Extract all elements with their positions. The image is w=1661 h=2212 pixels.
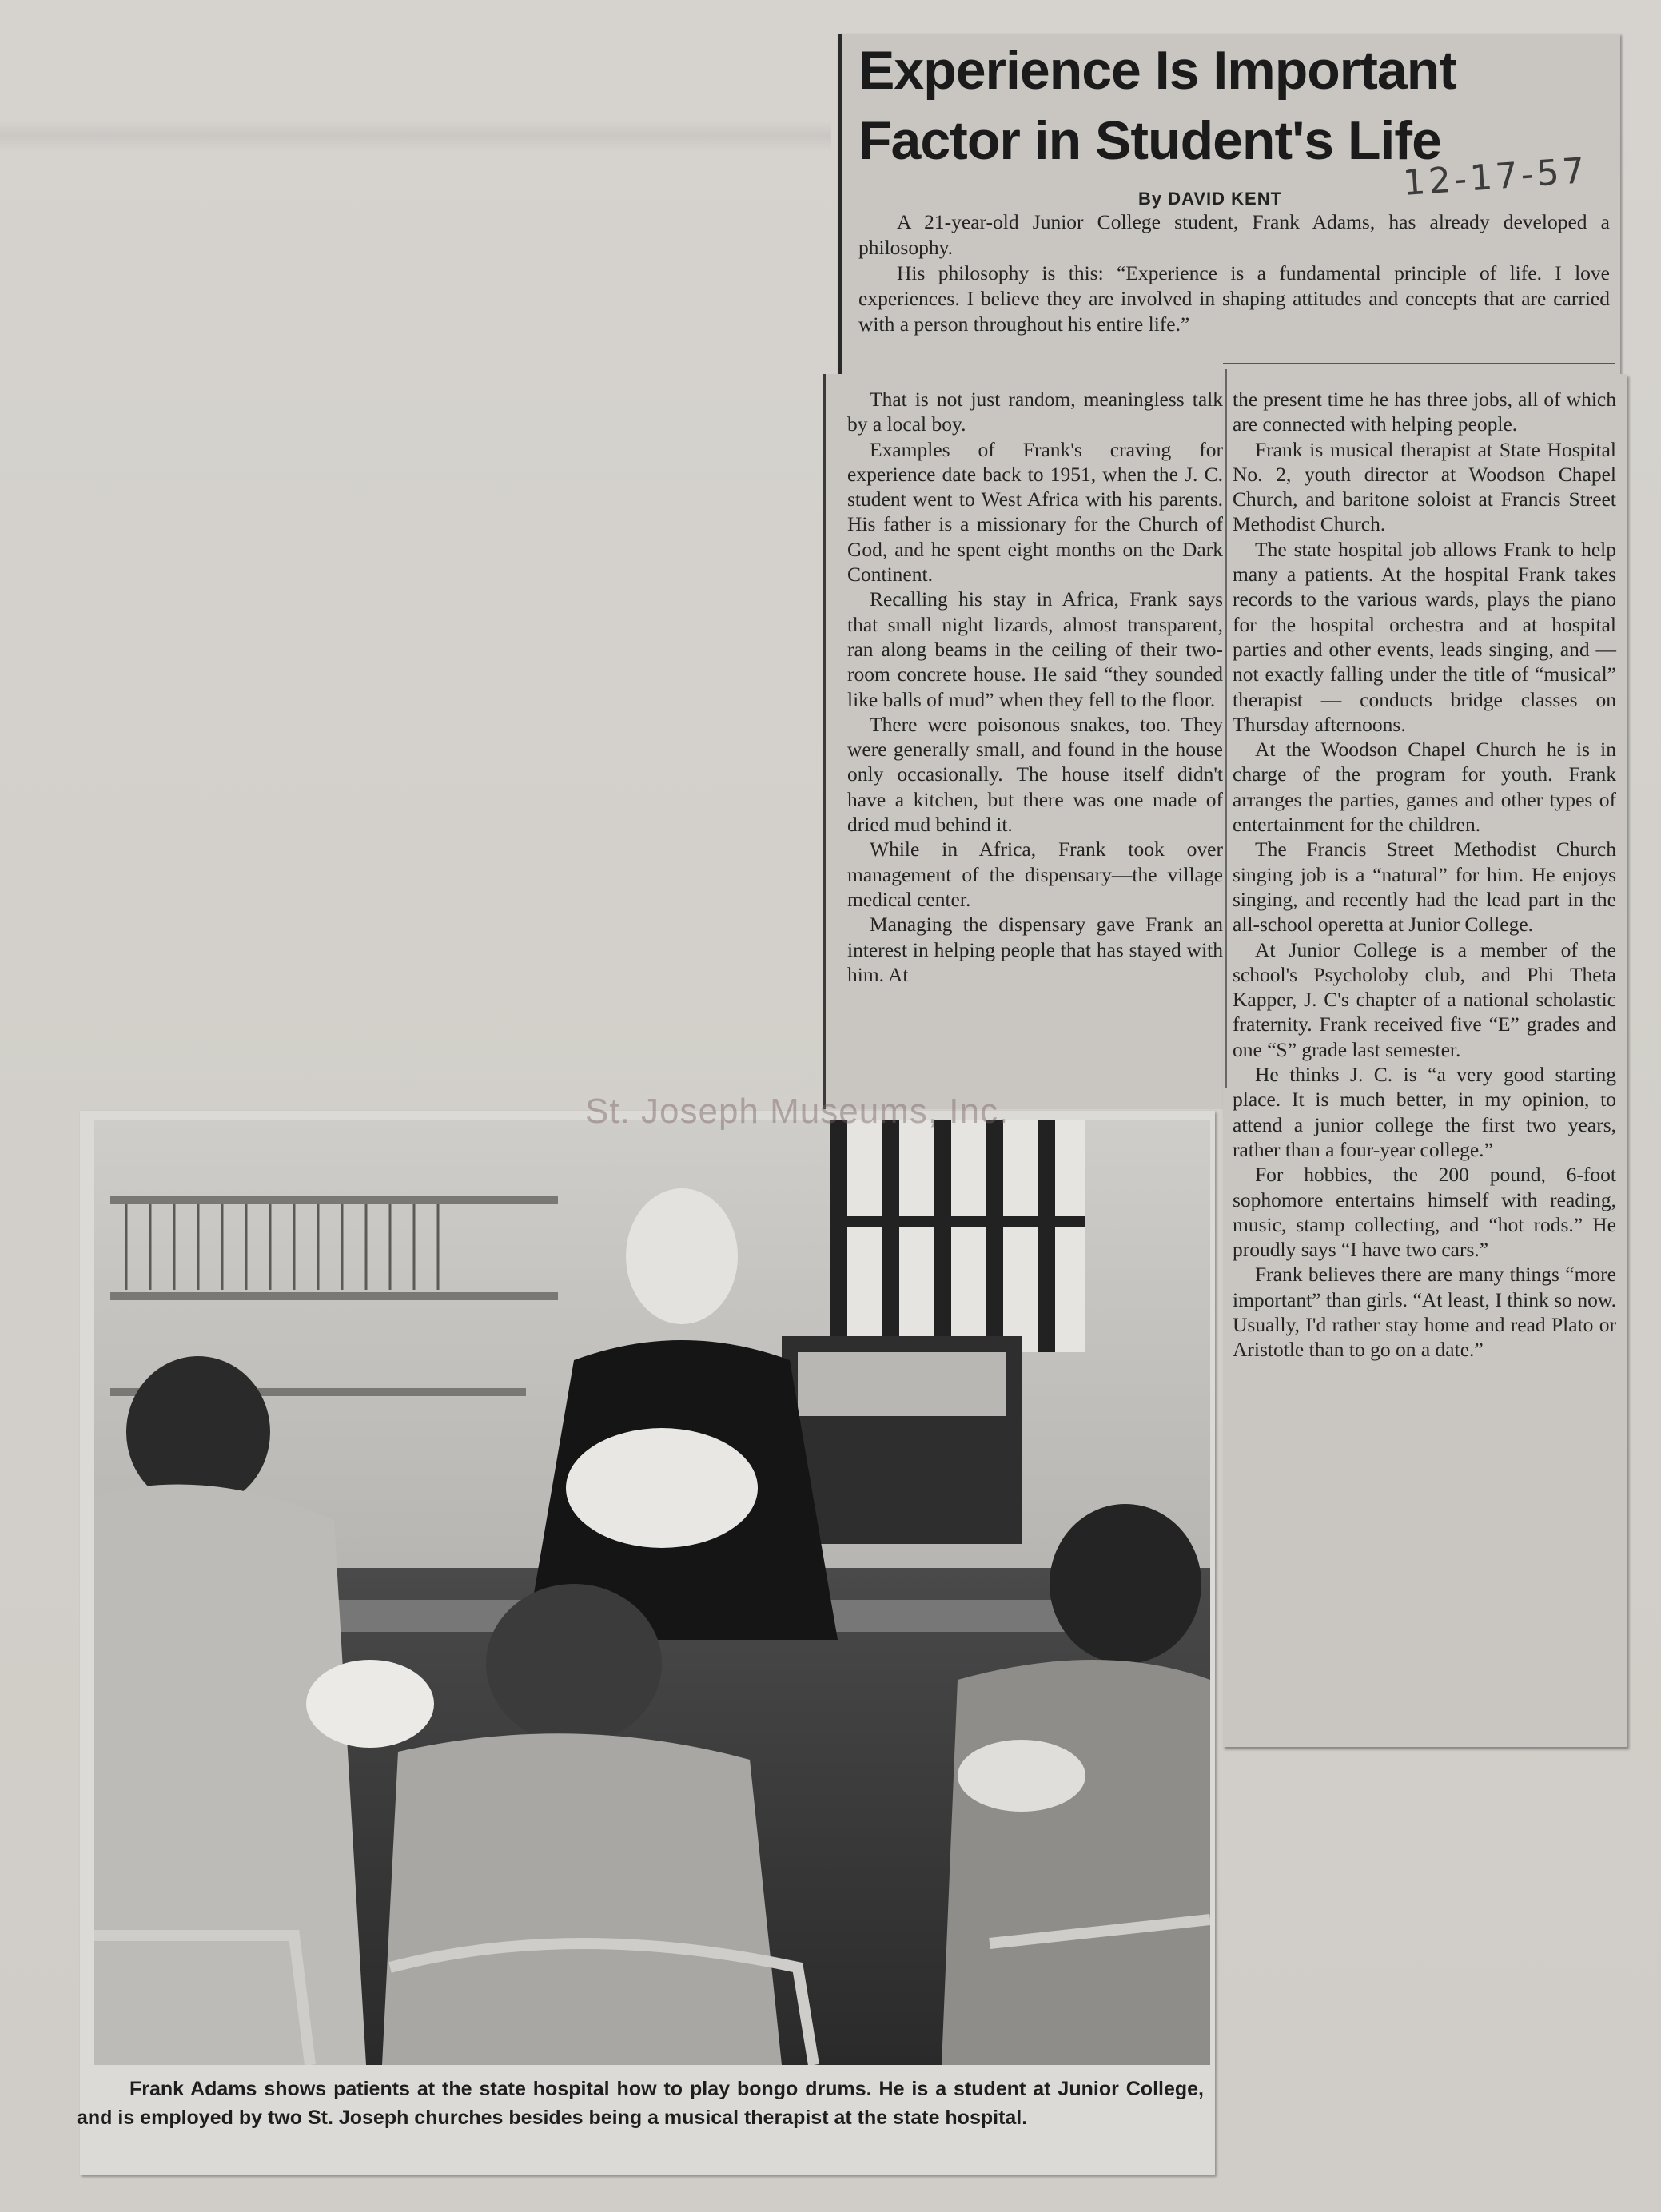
radio-dial <box>798 1352 1006 1416</box>
handwritten-date: 12-17-57 <box>1401 149 1590 205</box>
body-paragraph: At the Woodson Chapel Church he is in charge of the program for youth. Frank arranges the parties, games and other types of entertainment for the children. <box>1233 738 1616 837</box>
museum-watermark: St. Joseph Museums, Inc. <box>585 1092 1010 1131</box>
body-paragraph: Recalling his stay in Africa, Frank says that small night lizards, almost transparent, ran along beams in the ceiling of their two-room concrete house. He said “they sounded like balls of mud” when they fell to the floor. <box>847 587 1223 711</box>
body-paragraph: He thinks J. C. is “a very good starting place. It is much better, in my opinion, to attend a junior college the first two years, rather than a four-year college.” <box>1233 1063 1616 1161</box>
body-paragraph: For hobbies, the 200 pound, 6-foot sophomore entertains himself with reading, music, stamp collecting, and “hot rods.” He proudly says “I have two cars.” <box>1233 1163 1616 1262</box>
body-paragraph: While in Africa, Frank took over management of the dispensary—the village medical center. <box>847 837 1223 911</box>
headline-line-1: Experience Is Important <box>858 40 1456 101</box>
body-paragraph: The state hospital job allows Frank to help many a patients. At the hospital Frank takes records to the various wards, plays the piano for the hospital orchestra and at hospital parties and other events, leads singing, and — not exactly falling under the title of “musical” therapist — conducts bridge classes on Thursday afternoons. <box>1233 537 1616 736</box>
body-paragraph: There were poisonous snakes, too. They were generally small, and found in the house only occasionally. The house itself didn't have a kitchen, but there was one made of dried mud behind it. <box>847 712 1223 837</box>
body-paragraph: That is not just random, meaningless talk by a local boy. <box>847 388 1223 436</box>
caption-text: Frank Adams shows patients at the state hospital how to play bongo drums. He is a student at Junior College, and is employed by two St. Joseph churches besides being a musical therapist at the state hospital. <box>77 2078 1204 2129</box>
body-paragraph: Managing the dispensary gave Frank an interest in helping people that has stayed with him. At <box>847 913 1223 986</box>
photo-caption <box>77 2075 1204 2132</box>
body-paragraph: Frank is musical therapist at State Hospital No. 2, youth director at Woodson Chapel Church, and baritone soloist at Francis Street Methodist Church. <box>1233 437 1616 536</box>
lede-paragraph: A 21-year-old Junior College student, Frank Adams, has already developed a philosophy. <box>858 210 1610 259</box>
body-paragraph: Examples of Frank's craving for experience date back to 1951, when the J. C. student went to West Africa with his parents. His father is a missionary for the Church of God, and he spent eight months on the Dark Continent. <box>847 437 1223 587</box>
headline-line-2: Factor in Student's Life <box>858 110 1441 171</box>
article-byline: By DAVID KENT <box>1138 189 1283 209</box>
article-lede <box>858 209 1610 337</box>
news-photo <box>94 1120 1210 2065</box>
paper-texture-band <box>0 120 831 152</box>
column-divider-horizontal <box>1223 363 1615 364</box>
photo-illustration <box>94 1120 1210 2065</box>
body-paragraph: The Francis Street Methodist Church singing job is a “natural” for him. He enjoys singing, and recently had the lead part in the all-school operetta at Junior College. <box>1233 837 1616 937</box>
article-left-column <box>847 387 1223 987</box>
column-divider-vertical <box>1225 369 1227 1088</box>
body-paragraph: At Junior College is a member of the school's Psycholoby club, and Phi Theta Kapper, J. C's chapter of a national scholastic fraternity. Frank received five “E” grades and one “S” grade last semester. <box>1233 937 1616 1061</box>
body-paragraph: Frank believes there are many things “more important” than girls. “At least, I think so now. Usually, I'd rather stay home and read Plato or Aristotle than to go on a date.” <box>1233 1263 1616 1362</box>
lede-paragraph: His philosophy is this: “Experience is a fundamental principle of life. I love experiences. I believe they are involved in shaping attitudes and concepts that are carried with a person throughout his entire life.” <box>858 261 1610 336</box>
barred-window <box>830 1120 1085 1352</box>
article-right-column <box>1233 387 1616 1363</box>
bongo-drum <box>566 1428 758 1548</box>
article-headline <box>858 35 1610 176</box>
body-paragraph: the present time he has three jobs, all of which are connected with helping people. <box>1233 388 1616 436</box>
